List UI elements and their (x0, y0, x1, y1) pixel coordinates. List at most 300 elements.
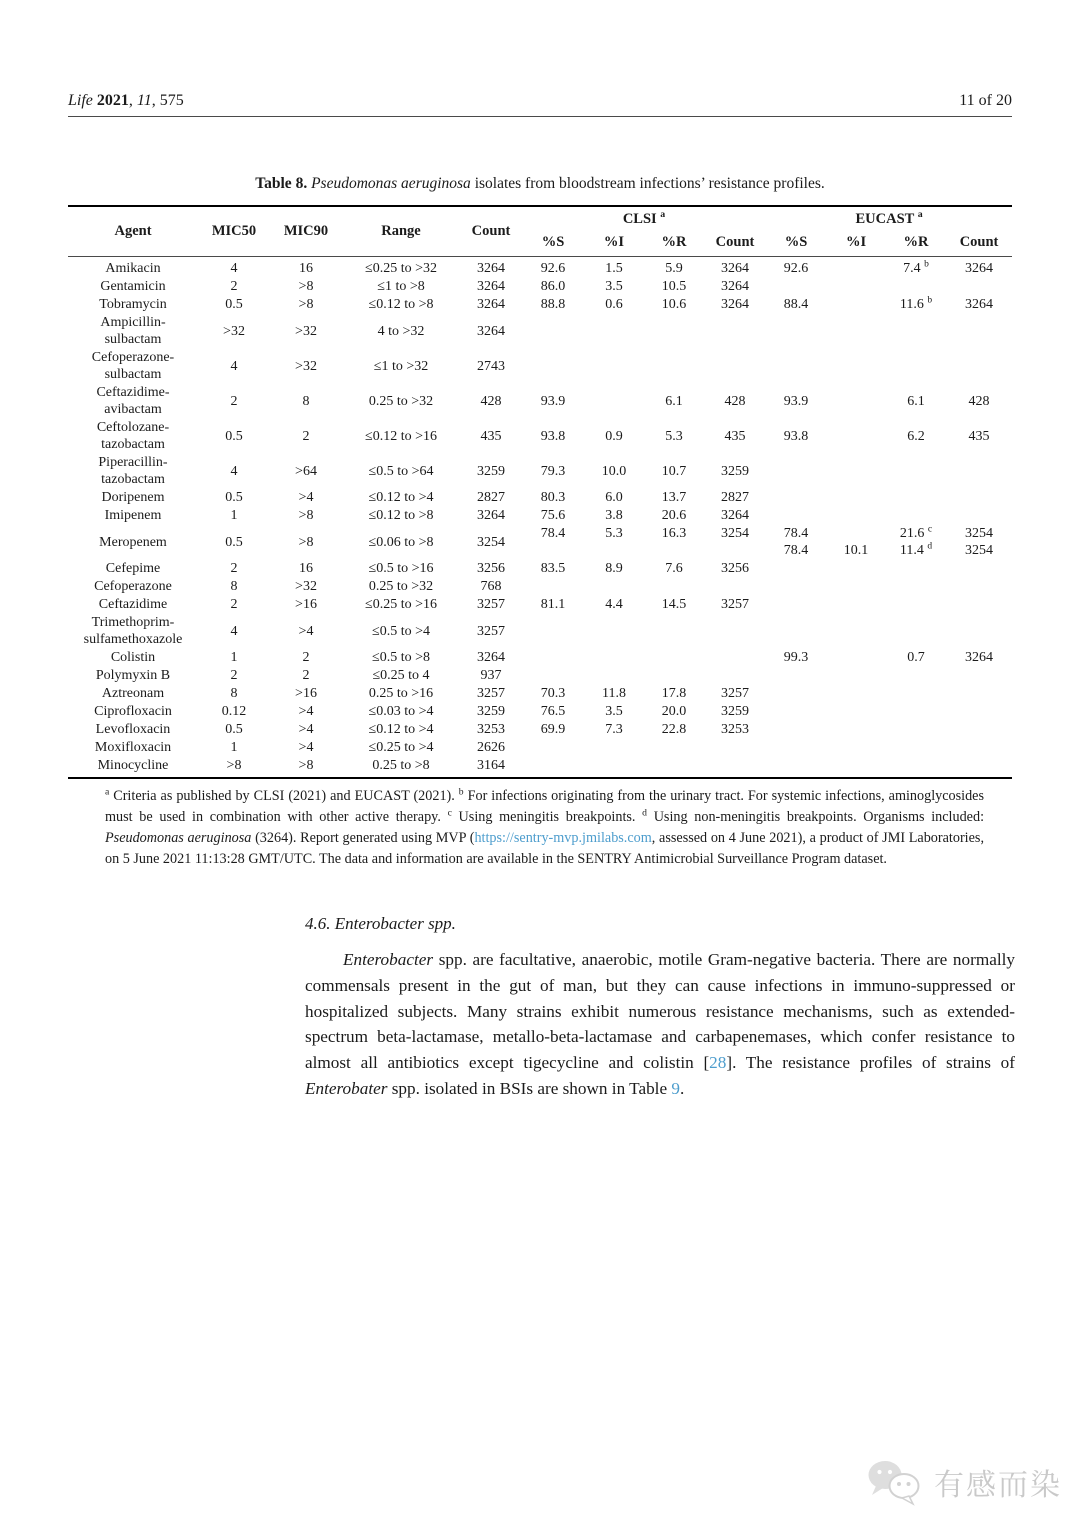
cell-clsi-count (704, 314, 766, 349)
cell-mic90: 2 (302, 668, 310, 683)
cell-range: ≤0.12 to >8 (368, 297, 434, 312)
cell-eucast-i (826, 560, 886, 578)
cell-mic50: >8 (226, 758, 242, 773)
cell-mic90: 16 (299, 561, 313, 576)
cell-range: ≤0.5 to >16 (368, 561, 434, 576)
cell-range: ≤0.25 to >32 (365, 261, 437, 276)
footnote-marker: a (660, 209, 666, 221)
cell-mic90: >4 (298, 490, 314, 505)
cell-eucast-i (826, 454, 886, 489)
cell-mic50: 4 (230, 261, 238, 276)
cell-mic50: 8 (230, 686, 238, 701)
col-group-eucast: EUCAST $^a$ (855, 209, 923, 227)
cell-count: 3259 (477, 704, 505, 719)
cell-mic90: 2 (302, 650, 310, 665)
cell-clsi-i: 8.9 (605, 561, 623, 576)
italic-text: Pseudomonas aeruginosa (105, 830, 252, 846)
cell-count: 2827 (477, 490, 505, 505)
cell-mic50: 2 (230, 279, 238, 294)
cell-count: 3264 (477, 261, 505, 276)
cell-clsi-r (644, 739, 704, 757)
cell-clsi-s: 78.4 (540, 526, 566, 541)
cell-range: ≤0.25 to 4 (372, 668, 430, 683)
cell-mic90: >4 (298, 722, 314, 737)
cell-range: ≤0.25 to >4 (368, 740, 434, 755)
cell-eucast-r (886, 757, 946, 779)
cell-eucast-i (826, 649, 886, 667)
cell-clsi-s (522, 349, 584, 384)
cell-mic90: >32 (295, 323, 317, 339)
cell-clsi-s (522, 614, 584, 649)
cell-count: 3264 (477, 508, 505, 523)
cell-clsi-i: 3.5 (605, 704, 623, 719)
cell-eucast-i (826, 257, 886, 278)
table-row (68, 614, 1012, 649)
cell-eucast-s (766, 739, 826, 757)
cell-clsi-i (584, 614, 644, 649)
cell-eucast-count (946, 703, 1012, 721)
cell-clsi-s: 75.6 (540, 508, 566, 523)
cell-eucast-s (766, 349, 826, 384)
cell-count: 3259 (477, 463, 505, 479)
cell-mic50: 0.5 (225, 490, 243, 505)
cell-agent: Tobramycin (99, 297, 167, 312)
italic-text: 11 (136, 92, 152, 109)
cell-range: ≤0.12 to >4 (368, 722, 434, 737)
cell-mic90: 2 (302, 428, 310, 444)
cell-mic50: 0.12 (221, 704, 247, 719)
cell-clsi-count: 3259 (721, 704, 750, 719)
cell-mic90: >8 (298, 534, 314, 550)
cell-clsi-count: 2827 (721, 490, 750, 505)
cell-mic50: 4 (230, 623, 238, 639)
cell-range: 0.25 to >16 (368, 686, 434, 701)
cell-eucast-r (886, 703, 946, 721)
cell-count: 3257 (477, 623, 505, 639)
cell-eucast-count (946, 578, 1012, 596)
cell-eucast-r (886, 578, 946, 596)
cell-mic50: 2 (230, 668, 238, 683)
cell-eucast-count (946, 489, 1012, 507)
cell-eucast-s: 99.3 (783, 650, 809, 665)
cell-eucast-i (826, 596, 886, 614)
cell-mic50: 1 (230, 740, 238, 755)
cell-clsi-s (522, 314, 584, 349)
cell-eucast-r (886, 614, 946, 649)
cell-mic50: 0.5 (225, 722, 243, 737)
cell-agent: Polymyxin B (95, 668, 171, 683)
table-row (68, 296, 1012, 314)
cell-eucast-count (946, 721, 1012, 739)
cell-clsi-r (644, 578, 704, 596)
col-header-agent: Agent (68, 206, 198, 257)
cell-clsi-i: 4.4 (605, 597, 623, 612)
col-header-count: Count (460, 206, 522, 257)
cell-mic50: 1 (230, 508, 238, 523)
cell-clsi-i (584, 314, 644, 349)
cell-mic90: >4 (298, 740, 314, 755)
cell-clsi-i (584, 384, 644, 419)
cell-eucast-count: 3264 (965, 297, 994, 312)
cell-eucast-count (946, 314, 1012, 349)
table-row (68, 257, 1012, 278)
cell-eucast-count (946, 739, 1012, 757)
cell-mic90: >16 (295, 686, 317, 701)
cell-eucast-i (826, 314, 886, 349)
cell-clsi-i (584, 667, 644, 685)
table-row (68, 649, 1012, 667)
cell-clsi-r: 5.3 (665, 428, 683, 444)
cell-clsi-r: 17.8 (661, 686, 687, 701)
cell-mic50: 2 (230, 561, 238, 576)
cell-mic90: 16 (299, 261, 313, 276)
cell-agent: Ampicillin- sulbactam (100, 315, 166, 347)
cell-clsi-count: 3256 (721, 561, 750, 576)
resistance-table (68, 205, 1012, 779)
cell-eucast-r (886, 739, 946, 757)
cell-eucast-count (946, 507, 1012, 525)
cell-eucast-count: 435 (968, 428, 990, 444)
cell-eucast-r (886, 685, 946, 703)
table-row (68, 667, 1012, 685)
col-header-clsi-i: %I (584, 231, 644, 257)
cell-clsi-count: 3257 (721, 686, 750, 701)
cell-clsi-r: 6.1 (665, 393, 683, 409)
cell-clsi-s: 69.9 (540, 722, 566, 737)
cell-clsi-count (704, 667, 766, 685)
cell-mic50: 0.5 (225, 534, 243, 550)
cell-eucast-i (826, 614, 886, 649)
cell-clsi-s: 83.5 (540, 561, 566, 576)
cell-clsi-r: 7.6 (665, 561, 683, 576)
cell-range: ≤0.06 to >8 (368, 534, 434, 550)
cell-eucast-count: 3264 (965, 650, 994, 665)
cell-range: ≤0.5 to >4 (372, 623, 430, 639)
cell-count: 3254 (477, 534, 505, 550)
cell-clsi-i: 6.0 (605, 490, 623, 505)
footnote-marker: d (642, 807, 647, 819)
table-row (68, 525, 1012, 560)
cell-eucast-count (946, 278, 1012, 296)
cell-range: 0.25 to >32 (368, 393, 434, 409)
cell-eucast-i (826, 296, 886, 314)
cell-clsi-s (522, 667, 584, 685)
table-body (68, 257, 1012, 779)
cell-clsi-r: 13.7 (661, 490, 687, 505)
col-group-clsi: CLSI $^a$ (622, 209, 666, 227)
cell-count: 768 (480, 579, 502, 594)
cell-clsi-s: 76.5 (540, 704, 566, 719)
cell-eucast-r (886, 596, 946, 614)
cell-agent: Imipenem (104, 508, 162, 523)
journal-citation: Life 2021, 11, 575 (68, 92, 184, 109)
cell-eucast-r: 7.4 $^b$ (903, 259, 929, 276)
cell-mic50: 2 (230, 393, 238, 409)
table-row (68, 278, 1012, 296)
cell-clsi-s: 81.1 (540, 597, 566, 612)
cell-range: ≤0.12 to >16 (365, 428, 437, 444)
cell-agent: Piperacillin- tazobactam (98, 455, 168, 487)
cell-eucast-count (946, 757, 1012, 779)
cell-eucast-r: 0.7 (907, 650, 925, 665)
cell-clsi-r (644, 314, 704, 349)
cell-eucast-s (766, 278, 826, 296)
cell-clsi-i: 0.6 (605, 297, 623, 312)
cell-eucast-r: 6.1 (907, 393, 925, 409)
table-row (68, 314, 1012, 349)
cell-count: 428 (480, 393, 502, 409)
cell-eucast-r (886, 667, 946, 685)
col-header-clsi-count: Count (704, 231, 766, 257)
cell-eucast-i (826, 685, 886, 703)
watermark (866, 1457, 1062, 1507)
col-header-eucast-count: Count (946, 231, 1012, 257)
cell-eucast-i (826, 278, 886, 296)
cell-eucast-s: 93.9 (783, 393, 809, 409)
cell-mic50: 8 (230, 579, 238, 594)
cell-range: ≤0.5 to >8 (372, 650, 430, 665)
cell-eucast-r (886, 560, 946, 578)
cell-eucast-r (886, 454, 946, 489)
watermark-text: 有感而染 (934, 1468, 1062, 1503)
cell-agent: Ceftazidime (98, 597, 168, 612)
cell-eucast-s (766, 757, 826, 779)
col-header-eucast-s: %S (766, 231, 826, 257)
cell-count: 3264 (477, 297, 505, 312)
cell-clsi-r: 10.7 (661, 463, 687, 479)
cell-eucast-s (766, 721, 826, 739)
cell-mic90: >8 (298, 279, 314, 294)
link[interactable]: https://sentry-mvp.jmilabs.com (474, 830, 652, 846)
cell-eucast-count (946, 454, 1012, 489)
body-paragraph: Enterobacter spp. are facultative, anaerobic, motile Gram-negative bacteria. There are normally commensals present in the gut of man, but they can cause infections in immuno-suppressed or hospitalized subjects. Many strains exhibit numerous resistance mechanisms, such as extended-spectrum beta-lactamase, metallo-beta-lactamase and carbapenemases, which confer resistance to almost all antibiotics except tigecycline and colistin [28]. The resistance profiles of strains of Enterobater spp. isolated in BSIs are shown in Table 9. (305, 950, 1015, 1098)
col-header-eucast-r: %R (886, 231, 946, 257)
cell-clsi-s: 80.3 (540, 490, 566, 505)
cell-eucast-i (826, 578, 886, 596)
cell-clsi-count (704, 349, 766, 384)
cell-clsi-r (644, 667, 704, 685)
cell-range: ≤0.12 to >8 (368, 508, 434, 523)
cell-range: ≤1 to >8 (377, 279, 425, 294)
cell-mic90: 8 (302, 393, 310, 409)
cell-clsi-i: 0.9 (605, 428, 623, 444)
table-caption: Table 8. Pseudomonas aeruginosa isolates from bloodstream infections’ resistance profiles. (255, 175, 825, 192)
cell-eucast-s (766, 489, 826, 507)
cell-clsi-r: 14.5 (661, 597, 687, 612)
cell-clsi-i (584, 757, 644, 779)
link[interactable]: 9 (671, 1078, 680, 1098)
cell-mic50: >32 (223, 323, 245, 339)
cell-range: ≤0.03 to >4 (368, 704, 434, 719)
cell-clsi-count: 3259 (721, 463, 750, 479)
bold-text: Table 8. (255, 175, 308, 192)
cell-range: 4 to >32 (377, 323, 425, 339)
cell-clsi-r (644, 614, 704, 649)
cell-clsi-count: 3264 (721, 279, 750, 294)
italic-text: Pseudomonas aeruginosa (311, 175, 471, 192)
cell-mic50: 0.5 (225, 297, 243, 312)
cell-agent: Ciprofloxacin (94, 704, 172, 719)
cell-mic50: 2 (230, 597, 238, 612)
col-header-mic90: MIC90 (270, 206, 342, 257)
cell-agent: Ceftolozane- tazobactam (96, 420, 170, 452)
cell-count: 3164 (477, 758, 505, 773)
cell-clsi-count (704, 757, 766, 779)
cell-clsi-s: 88.8 (540, 297, 566, 312)
cell-count: 2743 (477, 358, 505, 374)
cell-range: ≤1 to >32 (373, 358, 429, 374)
cell-eucast-s: 92.6 (783, 261, 809, 276)
cell-count: 3257 (477, 686, 505, 701)
col-header-mic50: MIC50 (198, 206, 270, 257)
cell-eucast-s (766, 596, 826, 614)
cell-clsi-i: 1.5 (605, 261, 623, 276)
cell-mic90: >8 (298, 758, 314, 773)
cell-mic90: >32 (295, 579, 317, 594)
wechat-icon (866, 1457, 924, 1507)
page-number: 11 of 20 (959, 92, 1012, 109)
cell-count: 3264 (477, 650, 505, 665)
cell-eucast-count (946, 667, 1012, 685)
cell-clsi-count (704, 649, 766, 667)
cell-clsi-count: 3264 (721, 297, 750, 312)
table-row (68, 384, 1012, 419)
cell-eucast-r (886, 278, 946, 296)
cell-count: 3264 (477, 279, 505, 294)
cell-agent: Minocycline (97, 758, 169, 773)
cell-clsi-i (584, 349, 644, 384)
cell-clsi-i: 10.0 (601, 463, 627, 479)
cell-eucast-s: 88.4 (783, 297, 809, 312)
cell-clsi-i: 5.3 (605, 526, 623, 541)
cell-clsi-i (584, 578, 644, 596)
footnote-marker: a (105, 786, 110, 798)
cell-clsi-count (704, 578, 766, 596)
cell-clsi-i: 11.8 (602, 686, 626, 701)
cell-mic90: >4 (298, 704, 314, 719)
cell-eucast-i (826, 721, 886, 739)
cell-agent: Cefepime (105, 561, 161, 576)
cell-eucast-i (826, 419, 886, 454)
col-header-range: Range (342, 206, 460, 257)
cell-clsi-count: 3264 (721, 261, 750, 276)
cell-clsi-r (644, 349, 704, 384)
table-row (68, 596, 1012, 614)
cell-count: 3256 (477, 561, 505, 576)
cell-clsi-i (584, 739, 644, 757)
cell-eucast-s (766, 578, 826, 596)
table-row (68, 560, 1012, 578)
cell-clsi-s: 79.3 (540, 463, 566, 479)
cell-clsi-s: 70.3 (540, 686, 566, 701)
cell-eucast-s (766, 560, 826, 578)
cell-eucast-i (826, 757, 886, 779)
cell-mic50: 4 (230, 358, 238, 374)
cell-eucast-r (886, 507, 946, 525)
cell-range: ≤0.12 to >4 (368, 490, 434, 505)
table-row (68, 578, 1012, 596)
cell-count: 3253 (477, 722, 505, 737)
cell-eucast-r: 21.6 $^c$ 11.4 $^d$ (899, 524, 933, 558)
cell-clsi-count: 435 (724, 428, 746, 444)
cell-eucast-s (766, 614, 826, 649)
cell-clsi-r: 5.9 (665, 261, 683, 276)
cell-clsi-r: 10.6 (661, 297, 687, 312)
cell-agent: Moxifloxacin (94, 740, 172, 755)
cell-eucast-count (946, 560, 1012, 578)
cell-agent: Cefoperazone- sulbactam (91, 350, 175, 382)
table-row (68, 757, 1012, 779)
cell-eucast-i (826, 703, 886, 721)
cell-eucast-r: 6.2 (907, 428, 925, 444)
footnote-marker: b (458, 786, 464, 798)
table-head (68, 206, 1012, 257)
cell-eucast-count (946, 685, 1012, 703)
link[interactable]: 28 (709, 1053, 727, 1073)
cell-agent: Aztreonam (101, 686, 165, 701)
cell-clsi-s: 86.0 (540, 279, 566, 294)
cell-eucast-s (766, 454, 826, 489)
cell-mic90: >8 (298, 297, 314, 312)
cell-mic50: 4 (230, 463, 238, 479)
footnote-marker: c (447, 807, 452, 819)
cell-mic50: 0.5 (225, 428, 243, 444)
cell-eucast-count (946, 596, 1012, 614)
cell-agent: Gentamicin (100, 279, 166, 294)
cell-eucast-i: 10.1 (843, 543, 869, 558)
cell-clsi-r: 10.5 (661, 279, 687, 294)
cell-count: 2626 (477, 740, 505, 755)
cell-eucast-r: 11.6 $^b$ (899, 295, 933, 312)
cell-agent: Doripenem (101, 490, 165, 505)
section-heading: 4.6. Enterobacter spp. (305, 914, 456, 933)
italic-text: Life (68, 92, 93, 109)
cell-mic90: >16 (295, 597, 317, 612)
cell-clsi-r: 16.3 (661, 526, 687, 541)
table-row (68, 507, 1012, 525)
running-head (68, 0, 1012, 117)
cell-eucast-s (766, 314, 826, 349)
cell-clsi-r: 22.8 (661, 722, 687, 737)
cell-clsi-s (522, 649, 584, 667)
cell-eucast-count: 428 (968, 393, 990, 409)
cell-agent: Amikacin (105, 261, 161, 276)
cell-clsi-s: 93.8 (540, 428, 566, 444)
cell-eucast-r (886, 349, 946, 384)
cell-eucast-s: 93.8 (783, 428, 809, 444)
cell-clsi-count: 3257 (721, 597, 750, 612)
table-row (68, 685, 1012, 703)
col-header-clsi-s: %S (522, 231, 584, 257)
cell-clsi-count: 428 (724, 393, 746, 409)
cell-eucast-s (766, 667, 826, 685)
cell-agent: Cefoperazone (94, 579, 172, 594)
cell-eucast-r (886, 721, 946, 739)
cell-mic90: >4 (298, 623, 314, 639)
cell-eucast-count: 3254 3254 (965, 526, 994, 558)
cell-agent: Levofloxacin (95, 722, 171, 737)
cell-clsi-count (704, 614, 766, 649)
cell-eucast-i (826, 489, 886, 507)
cell-eucast-count: 3264 (965, 261, 994, 276)
cell-eucast-s (766, 685, 826, 703)
italic-text: Enterobacter (343, 950, 434, 969)
table-row (68, 739, 1012, 757)
cell-eucast-s: 78.4 78.4 (783, 526, 809, 558)
cell-eucast-r (886, 489, 946, 507)
cell-range: ≤0.25 to >16 (365, 597, 437, 612)
cell-eucast-count (946, 349, 1012, 384)
